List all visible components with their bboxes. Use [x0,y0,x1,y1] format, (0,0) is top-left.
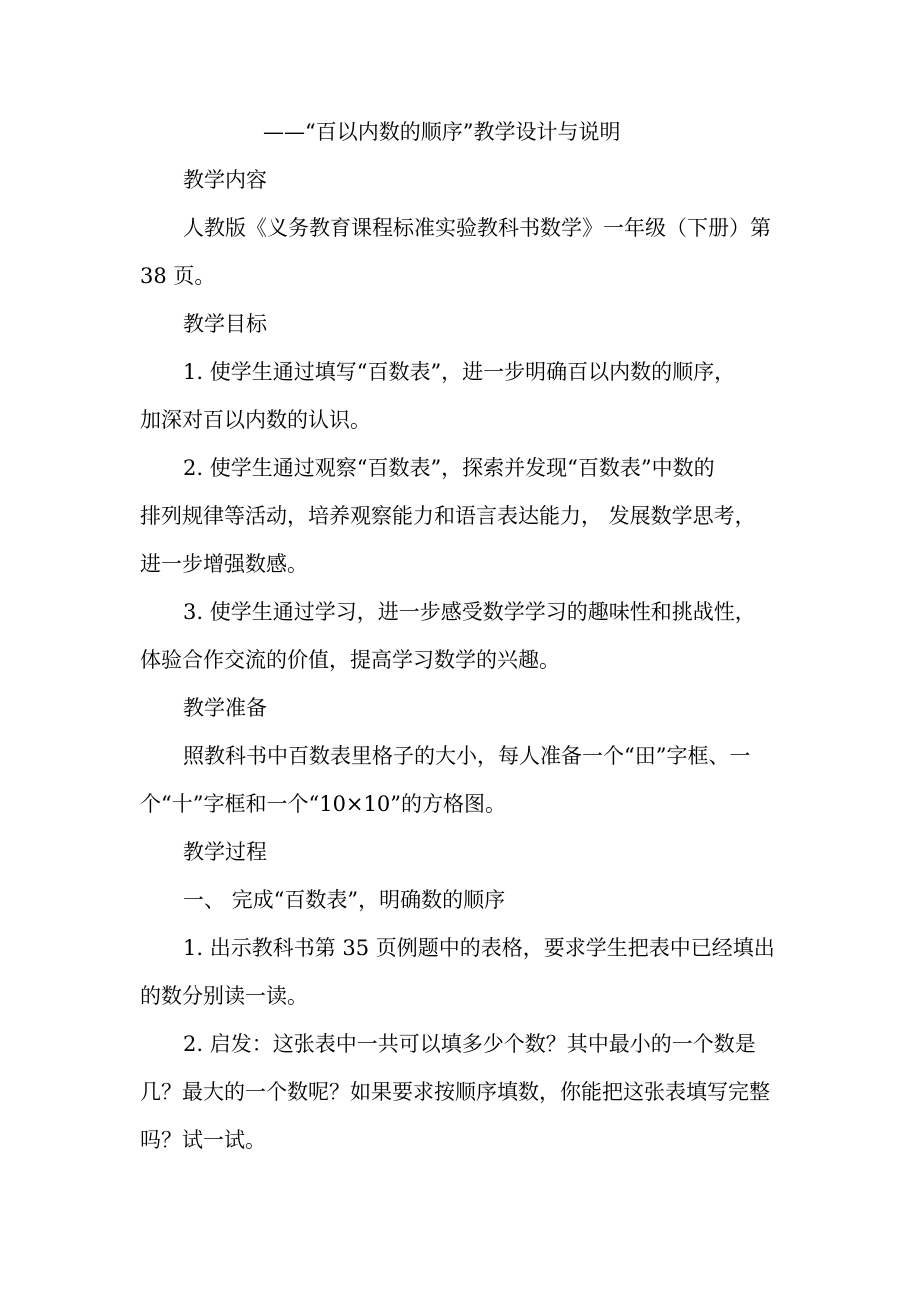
goal-3-line-1: 3. 使学生通过学习，进一步感受数学学习的趣味性和挑战性， [183,600,756,624]
heading-teaching-goals: 教学目标 [183,312,267,336]
preparation-line-1: 照教科书中百数表里格子的大小，每人准备一个“田”字框、一 [183,744,751,768]
goal-3-line-2: 体验合作交流的价值，提高学习数学的兴趣。 [140,648,560,672]
step-1-item-2-line-2: 几？最大的一个数呢？如果要求按顺序填数，你能把这张表填写完整 [140,1080,770,1104]
step-1-item-1-line-2: 的数分别读一读。 [140,984,308,1008]
document-title: ——“百以内数的顺序”教学设计与说明 [263,120,621,144]
content-text-line-1: 人教版《义务教育课程标准实验教科书数学》一年级（下册）第 [183,216,771,240]
goal-2-line-2: 排列规律等活动，培养观察能力和语言表达能力， 发展数学思考， [140,504,756,528]
step-1-heading: 一、 完成“百数表”，明确数的顺序 [183,888,506,912]
goal-2-line-3: 进一步增强数感。 [140,552,308,576]
preparation-line-2: 个“十”字框和一个“10×10”的方格图。 [140,792,506,816]
heading-teaching-content: 教学内容 [183,168,267,192]
goal-2-line-1: 2. 使学生通过观察“百数表”，探索并发现“百数表”中数的 [183,456,715,480]
content-text-line-2: 38 页。 [140,264,216,288]
step-1-item-2-line-1: 2. 启发：这张表中一共可以填多少个数？其中最小的一个数是 [183,1032,756,1056]
step-1-item-1-line-1: 1. 出示教科书第 35 页例题中的表格，要求学生把表中已经填出 [183,936,775,960]
step-1-item-2-line-3: 吗？试一试。 [140,1128,266,1152]
heading-teaching-process: 教学过程 [183,840,267,864]
goal-1-line-2: 加深对百以内数的认识。 [140,408,371,432]
goal-1-line-1: 1. 使学生通过填写“百数表”，进一步明确百以内数的顺序， [183,360,736,384]
heading-teaching-preparation: 教学准备 [183,696,267,720]
